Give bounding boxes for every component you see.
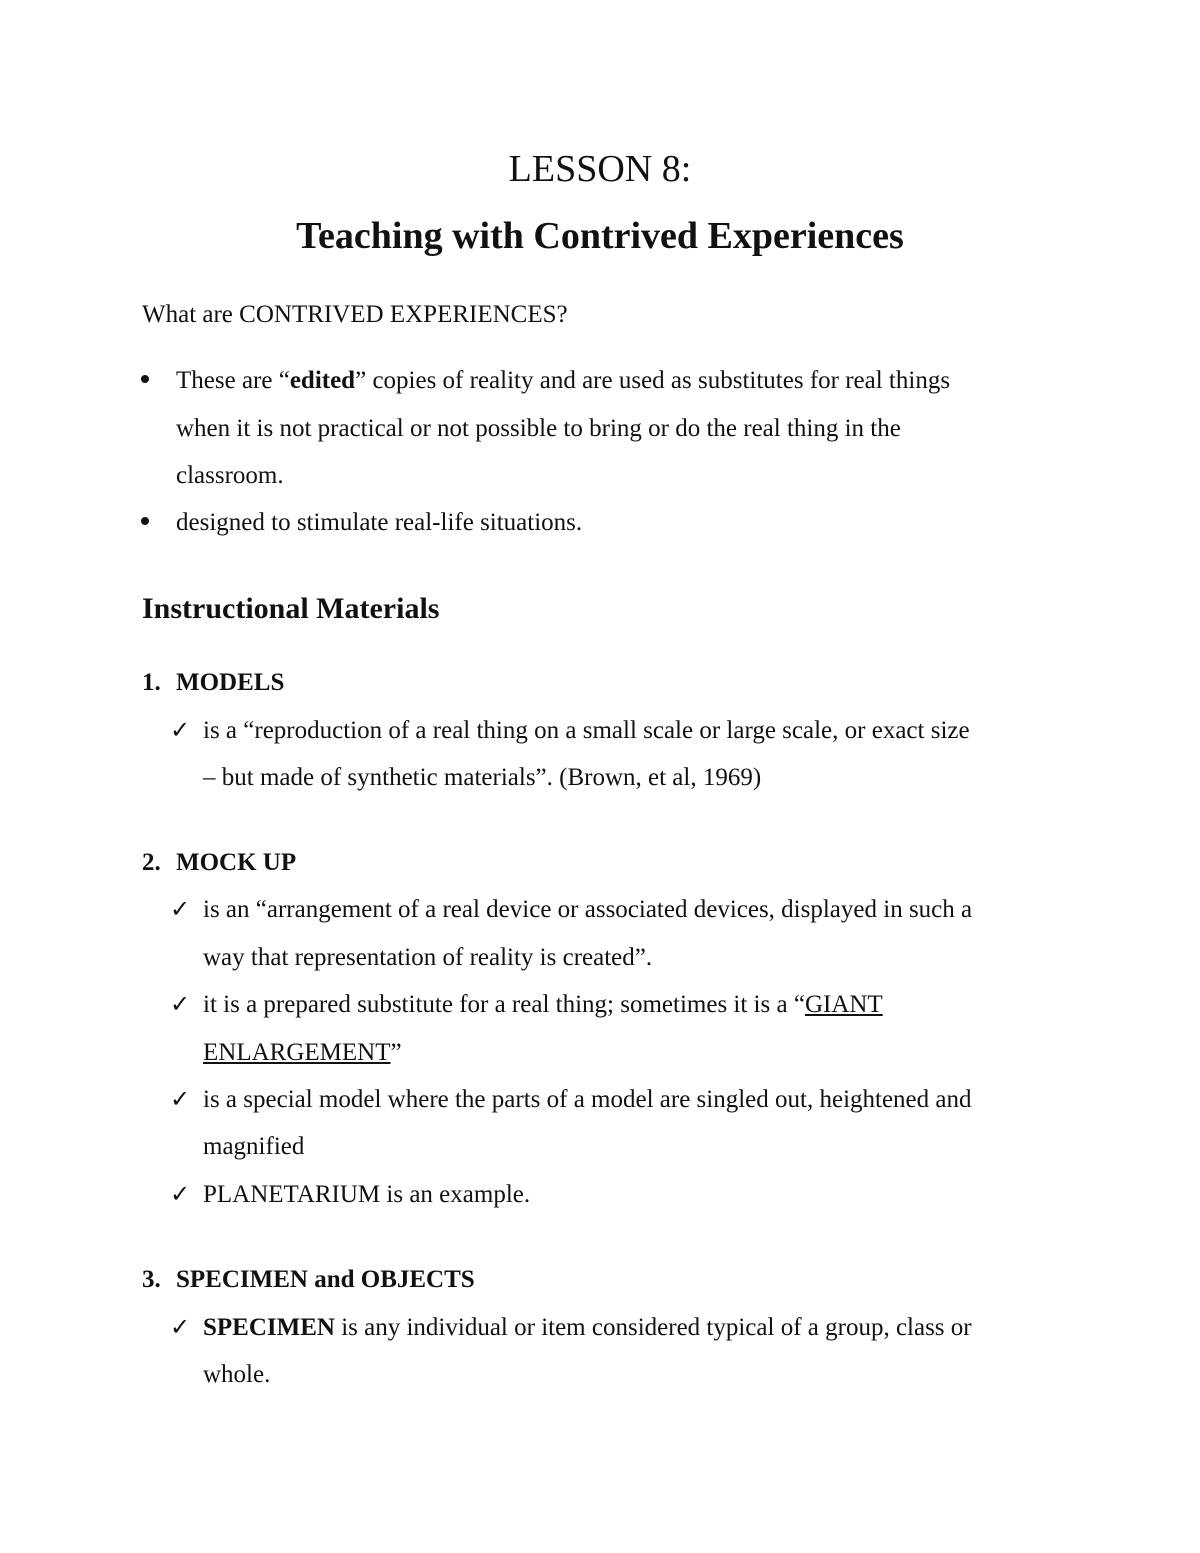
models-point-1-line-1: is a “reproduction of a real thing on a small scale or large scale, or exact size <box>203 717 970 744</box>
mockup-point-3-line-2: magnified <box>203 1133 305 1160</box>
specimen-point-1-line-1: SPECIMEN is any individual or item considered typical of a group, class or <box>203 1314 972 1341</box>
checkmark-icon: ✓ <box>170 1313 191 1341</box>
bullet-1-line-3: classroom. <box>176 462 284 489</box>
checkmark-icon: ✓ <box>170 716 191 744</box>
item-2-heading: MOCK UP <box>176 849 297 876</box>
mockup-point-2-line-2: ENLARGEMENT” <box>203 1039 402 1066</box>
checkmark-icon: ✓ <box>170 895 191 923</box>
bullet-1-line-2: when it is not practical or not possible to bring or do the real thing in the <box>176 415 901 442</box>
item-2-number: 2. <box>142 849 161 876</box>
section-heading: Instructional Materials <box>142 592 440 625</box>
mockup-point-4: PLANETARIUM is an example. <box>203 1181 531 1208</box>
item-3-heading: SPECIMEN and OBJECTS <box>176 1266 475 1293</box>
specimen-point-1-line-2: whole. <box>203 1361 271 1388</box>
lesson-subtitle: Teaching with Contrived Experiences <box>296 215 904 257</box>
models-point-1-line-2: – but made of synthetic materials”. (Brown, et al, 1969) <box>203 764 762 791</box>
mockup-point-1-line-1: is an “arrangement of a real device or associated devices, displayed in such a <box>203 896 973 923</box>
intro-question: What are CONTRIVED EXPERIENCES? <box>142 301 568 328</box>
mockup-point-2-line-1: it is a prepared substitute for a real thing; sometimes it is a “GIANT <box>203 991 883 1018</box>
mockup-point-1-line-2: way that representation of reality is created”. <box>203 944 653 971</box>
mockup-point-3-line-1: is a special model where the parts of a model are singled out, heightened and <box>203 1086 972 1113</box>
lesson-title: LESSON 8: <box>508 148 692 190</box>
checkmark-icon: ✓ <box>170 990 191 1018</box>
bullet-dot-icon <box>141 375 149 383</box>
item-3-number: 3. <box>142 1266 161 1293</box>
bullet-1-line-1: These are “edited” copies of reality and are used as substitutes for real things <box>176 367 951 394</box>
item-1-heading: MODELS <box>176 669 285 696</box>
bullet-2: designed to stimulate real-life situations. <box>176 509 583 536</box>
item-1-number: 1. <box>142 669 161 696</box>
checkmark-icon: ✓ <box>170 1180 191 1208</box>
checkmark-icon: ✓ <box>170 1085 191 1113</box>
bullet-dot-icon <box>141 517 149 525</box>
